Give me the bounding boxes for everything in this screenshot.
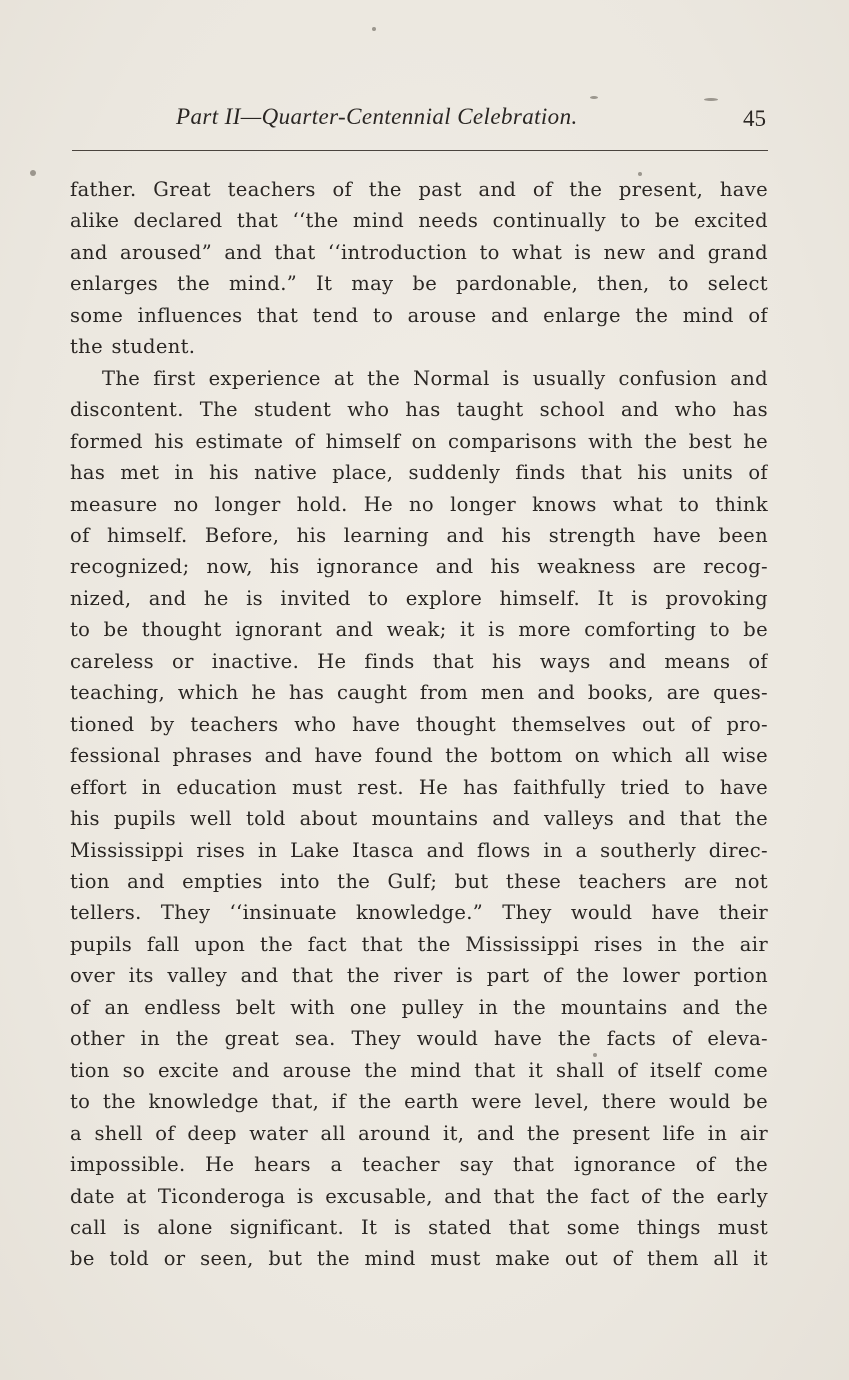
print-speck bbox=[638, 172, 642, 176]
text-line: discontent. The student who has taught school and who has bbox=[70, 398, 768, 422]
text-line: impossible. He hears a teacher say that ignorance of the bbox=[70, 1153, 768, 1177]
text-line: of himself. Before, his learning and his strength have been bbox=[70, 523, 768, 547]
running-header bbox=[72, 104, 772, 140]
print-speck bbox=[593, 1053, 597, 1057]
print-speck bbox=[704, 98, 718, 101]
text-line: recognized; now, his ignorance and his weakness are recog- bbox=[70, 555, 768, 579]
text-line: nized, and he is invited to explore himself. It is provoking bbox=[70, 586, 768, 610]
text-line: over its valley and that the river is part of the lower portion bbox=[70, 964, 768, 988]
text-line: Mississippi rises in Lake Itasca and flows in a southerly direc- bbox=[70, 838, 768, 862]
text-line: measure no longer hold. He no longer knows what to think bbox=[70, 492, 768, 516]
running-title: Part II—Quarter-Centennial Celebration. bbox=[176, 104, 578, 129]
text-line: father. Great teachers of the past and of the present, have bbox=[70, 178, 768, 201]
text-line: fessional phrases and have found the bottom on which all wise bbox=[70, 744, 768, 768]
body-text bbox=[70, 174, 768, 1275]
text-line: tioned by teachers who have thought themselves out of pro- bbox=[70, 712, 768, 736]
text-line: date at Ticonderoga is excusable, and that the fact of the early bbox=[70, 1184, 768, 1208]
paragraph-1 bbox=[70, 174, 768, 363]
print-speck bbox=[590, 96, 598, 99]
text-line: his pupils well told about mountains and valleys and that the bbox=[70, 807, 768, 831]
paragraph-2 bbox=[70, 363, 768, 1275]
text-line: formed his estimate of himself on comparisons with the best he bbox=[70, 429, 768, 453]
text-line: pupils fall upon the fact that the Mississippi rises in the air bbox=[70, 932, 768, 956]
text-line: tion and empties into the Gulf; but these teachers are not bbox=[70, 869, 768, 893]
text-line: tellers. They ‘‘insinuate knowledge.” They would have their bbox=[70, 901, 768, 925]
text-line: other in the great sea. They would have the facts of eleva- bbox=[70, 1027, 768, 1051]
print-speck bbox=[372, 27, 376, 31]
text-line: alike declared that ‘‘the mind needs continually to be excited bbox=[70, 209, 768, 233]
text-line: The first experience at the Normal is usually confusion and bbox=[102, 366, 768, 390]
text-line: call is alone significant. It is stated that some things must bbox=[70, 1215, 768, 1239]
text-line: some influences that tend to arouse and enlarge the mind of bbox=[70, 303, 768, 327]
text-line: of an endless belt with one pulley in the mountains and the bbox=[70, 995, 768, 1019]
text-line: teaching, which he has caught from men and books, are ques- bbox=[70, 681, 768, 705]
text-line: be told or seen, but the mind must make out of them all it bbox=[70, 1247, 768, 1271]
text-line: the student. bbox=[70, 335, 196, 359]
text-line: effort in education must rest. He has faithfully tried to have bbox=[70, 775, 768, 799]
print-speck bbox=[30, 170, 36, 176]
text-line: to be thought ignorant and weak; it is more comforting to be bbox=[70, 618, 768, 642]
text-line: tion so excite and arouse the mind that it shall of itself come bbox=[70, 1058, 768, 1082]
page-number: 45 bbox=[743, 106, 766, 131]
text-line: to the knowledge that, if the earth were level, there would be bbox=[70, 1090, 768, 1114]
text-line: a shell of deep water all around it, and the present life in air bbox=[70, 1121, 768, 1145]
header-rule bbox=[72, 150, 768, 151]
text-line: has met in his native place, suddenly finds that his units of bbox=[70, 461, 768, 485]
text-line: and aroused” and that ‘‘introduction to what is new and grand bbox=[70, 240, 768, 264]
text-line: careless or inactive. He finds that his ways and means of bbox=[70, 649, 768, 673]
text-line: enlarges the mind.” It may be pardonable, then, to select bbox=[70, 272, 768, 296]
